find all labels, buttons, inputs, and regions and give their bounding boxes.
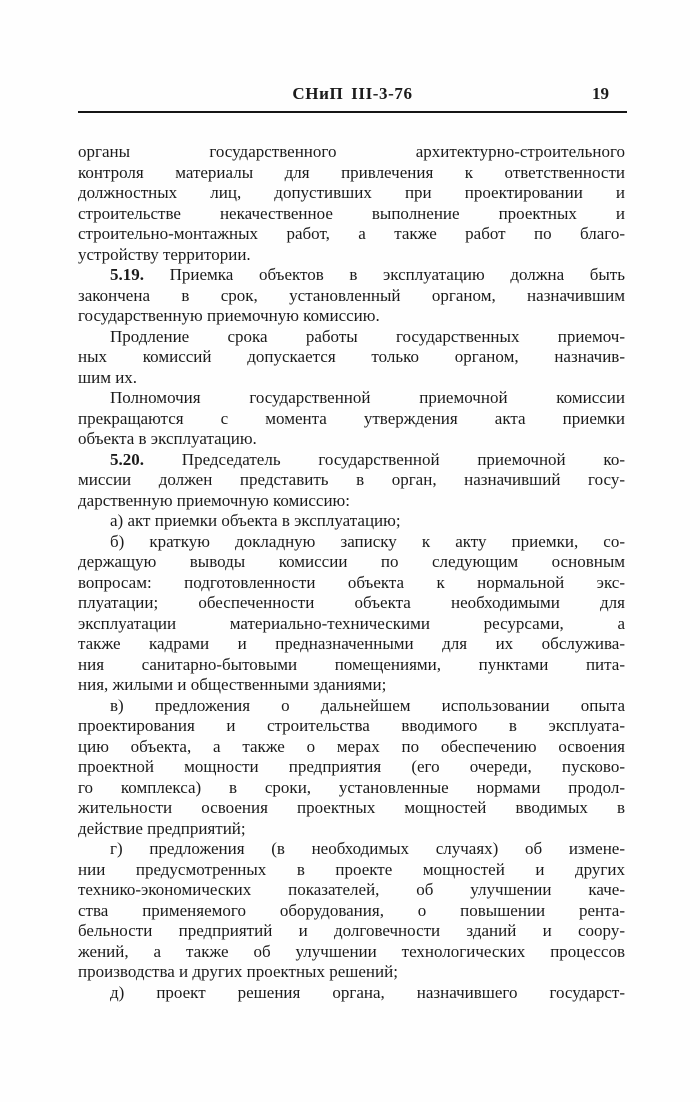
text-line: цию объекта, а также о мерах по обеспечению освоения — [78, 736, 625, 756]
text-line: проектирования и строительства вводимого в эксплуата- — [78, 716, 625, 735]
text-line: ния, жилыми и общественными зданиями; — [78, 675, 387, 694]
running-title: СНиП III-3-76 — [292, 84, 413, 103]
text-line: ства применяемого оборудования, о повышении рента- — [78, 900, 625, 920]
page-header — [78, 84, 627, 108]
text-line: 5.19. Приемка объектов в эксплуатацию должна быть — [110, 265, 625, 284]
paragraph — [78, 511, 625, 532]
text-line: закончена в срок, установленный органом, назначившим — [78, 285, 625, 305]
text-line: бельности предприятий и долговечности зданий и соору- — [78, 921, 625, 940]
text-line: органы государственного архитектурно-строительного — [78, 142, 625, 161]
text-line: жений, а также об улучшении технологических процессов — [78, 941, 625, 961]
text-line: строительстве некачественное выполнение проектных и — [78, 203, 625, 223]
text-line: держащую выводы комиссии по следующим основным — [78, 552, 625, 571]
text-line: проектной мощности предприятия (его очереди, пусково- — [78, 757, 625, 776]
text-line: государственную приемочную комиссию. — [78, 306, 380, 325]
text-line: должностных лиц, допустивших при проектировании и — [78, 183, 625, 202]
text-line: действие предприятий; — [78, 818, 246, 838]
paragraph — [78, 532, 625, 696]
text-line: го комплекса) в сроки, установленные нормами продол- — [78, 777, 625, 797]
paragraph — [78, 142, 625, 265]
paragraph — [78, 839, 625, 983]
text-line: эксплуатации материально-техническими ресурсами, а — [78, 613, 625, 633]
page-number: 19 — [592, 84, 609, 103]
section-number: 5.19. — [110, 265, 144, 284]
header-rule — [78, 111, 627, 113]
text-line: д) проект решения органа, назначившего государст- — [110, 982, 625, 1002]
text-line: также кадрами и предназначенными для их обслужива- — [78, 634, 625, 653]
text-line: Продление срока работы государственных приемоч- — [110, 326, 625, 346]
text-line: прекращаются с момента утверждения акта приемки — [78, 408, 625, 428]
paragraph — [78, 983, 625, 1004]
text-line: Полномочия государственной приемочной комиссии — [110, 388, 625, 407]
text-line: 5.20. Председатель государственной приемочной ко- — [110, 449, 625, 469]
text-line: устройству территории. — [78, 244, 251, 264]
text-line: в) предложения о дальнейшем использовании опыта — [110, 695, 625, 715]
text-line: дарственную приемочную комиссию: — [78, 490, 350, 510]
text-line: объекта в эксплуатацию. — [78, 429, 257, 448]
paragraph — [78, 450, 625, 512]
text-line: ния санитарно-бытовыми помещениями, пунктами пита- — [78, 654, 625, 674]
section-number: 5.20. — [110, 449, 144, 469]
text-line: нии предусмотренных в проекте мощностей и других — [78, 859, 625, 879]
paragraph — [78, 388, 625, 450]
text-line: г) предложения (в необходимых случаях) об измене- — [110, 839, 625, 858]
text-line: плуатации; обеспеченности объекта необходимыми для — [78, 593, 625, 612]
text-line: б) краткую докладную записку к акту приемки, со- — [110, 531, 625, 551]
paragraph — [78, 327, 625, 389]
text-line: а) акт приемки объекта в эксплуатацию; — [110, 511, 401, 530]
text-line: вопросам: подготовленности объекта к нормальной экс- — [78, 572, 625, 592]
text-line: строительно-монтажных работ, а также работ по благо- — [78, 224, 625, 243]
text-line: миссии должен представить в орган, назначивший госу- — [78, 470, 625, 489]
text-line: шим их. — [78, 367, 138, 387]
document-body — [78, 142, 625, 1003]
paragraph — [78, 265, 625, 327]
text-line: жительности освоения проектных мощностей вводимых в — [78, 798, 625, 817]
text-line: контроля материалы для привлечения к ответственности — [78, 162, 625, 182]
text-line: технико-экономических показателей, об улучшении каче- — [78, 880, 625, 899]
text-line: ных комиссий допускается только органом, назначив- — [78, 347, 625, 366]
paragraph — [78, 696, 625, 840]
text-line: производства и других проектных решений; — [78, 962, 398, 981]
